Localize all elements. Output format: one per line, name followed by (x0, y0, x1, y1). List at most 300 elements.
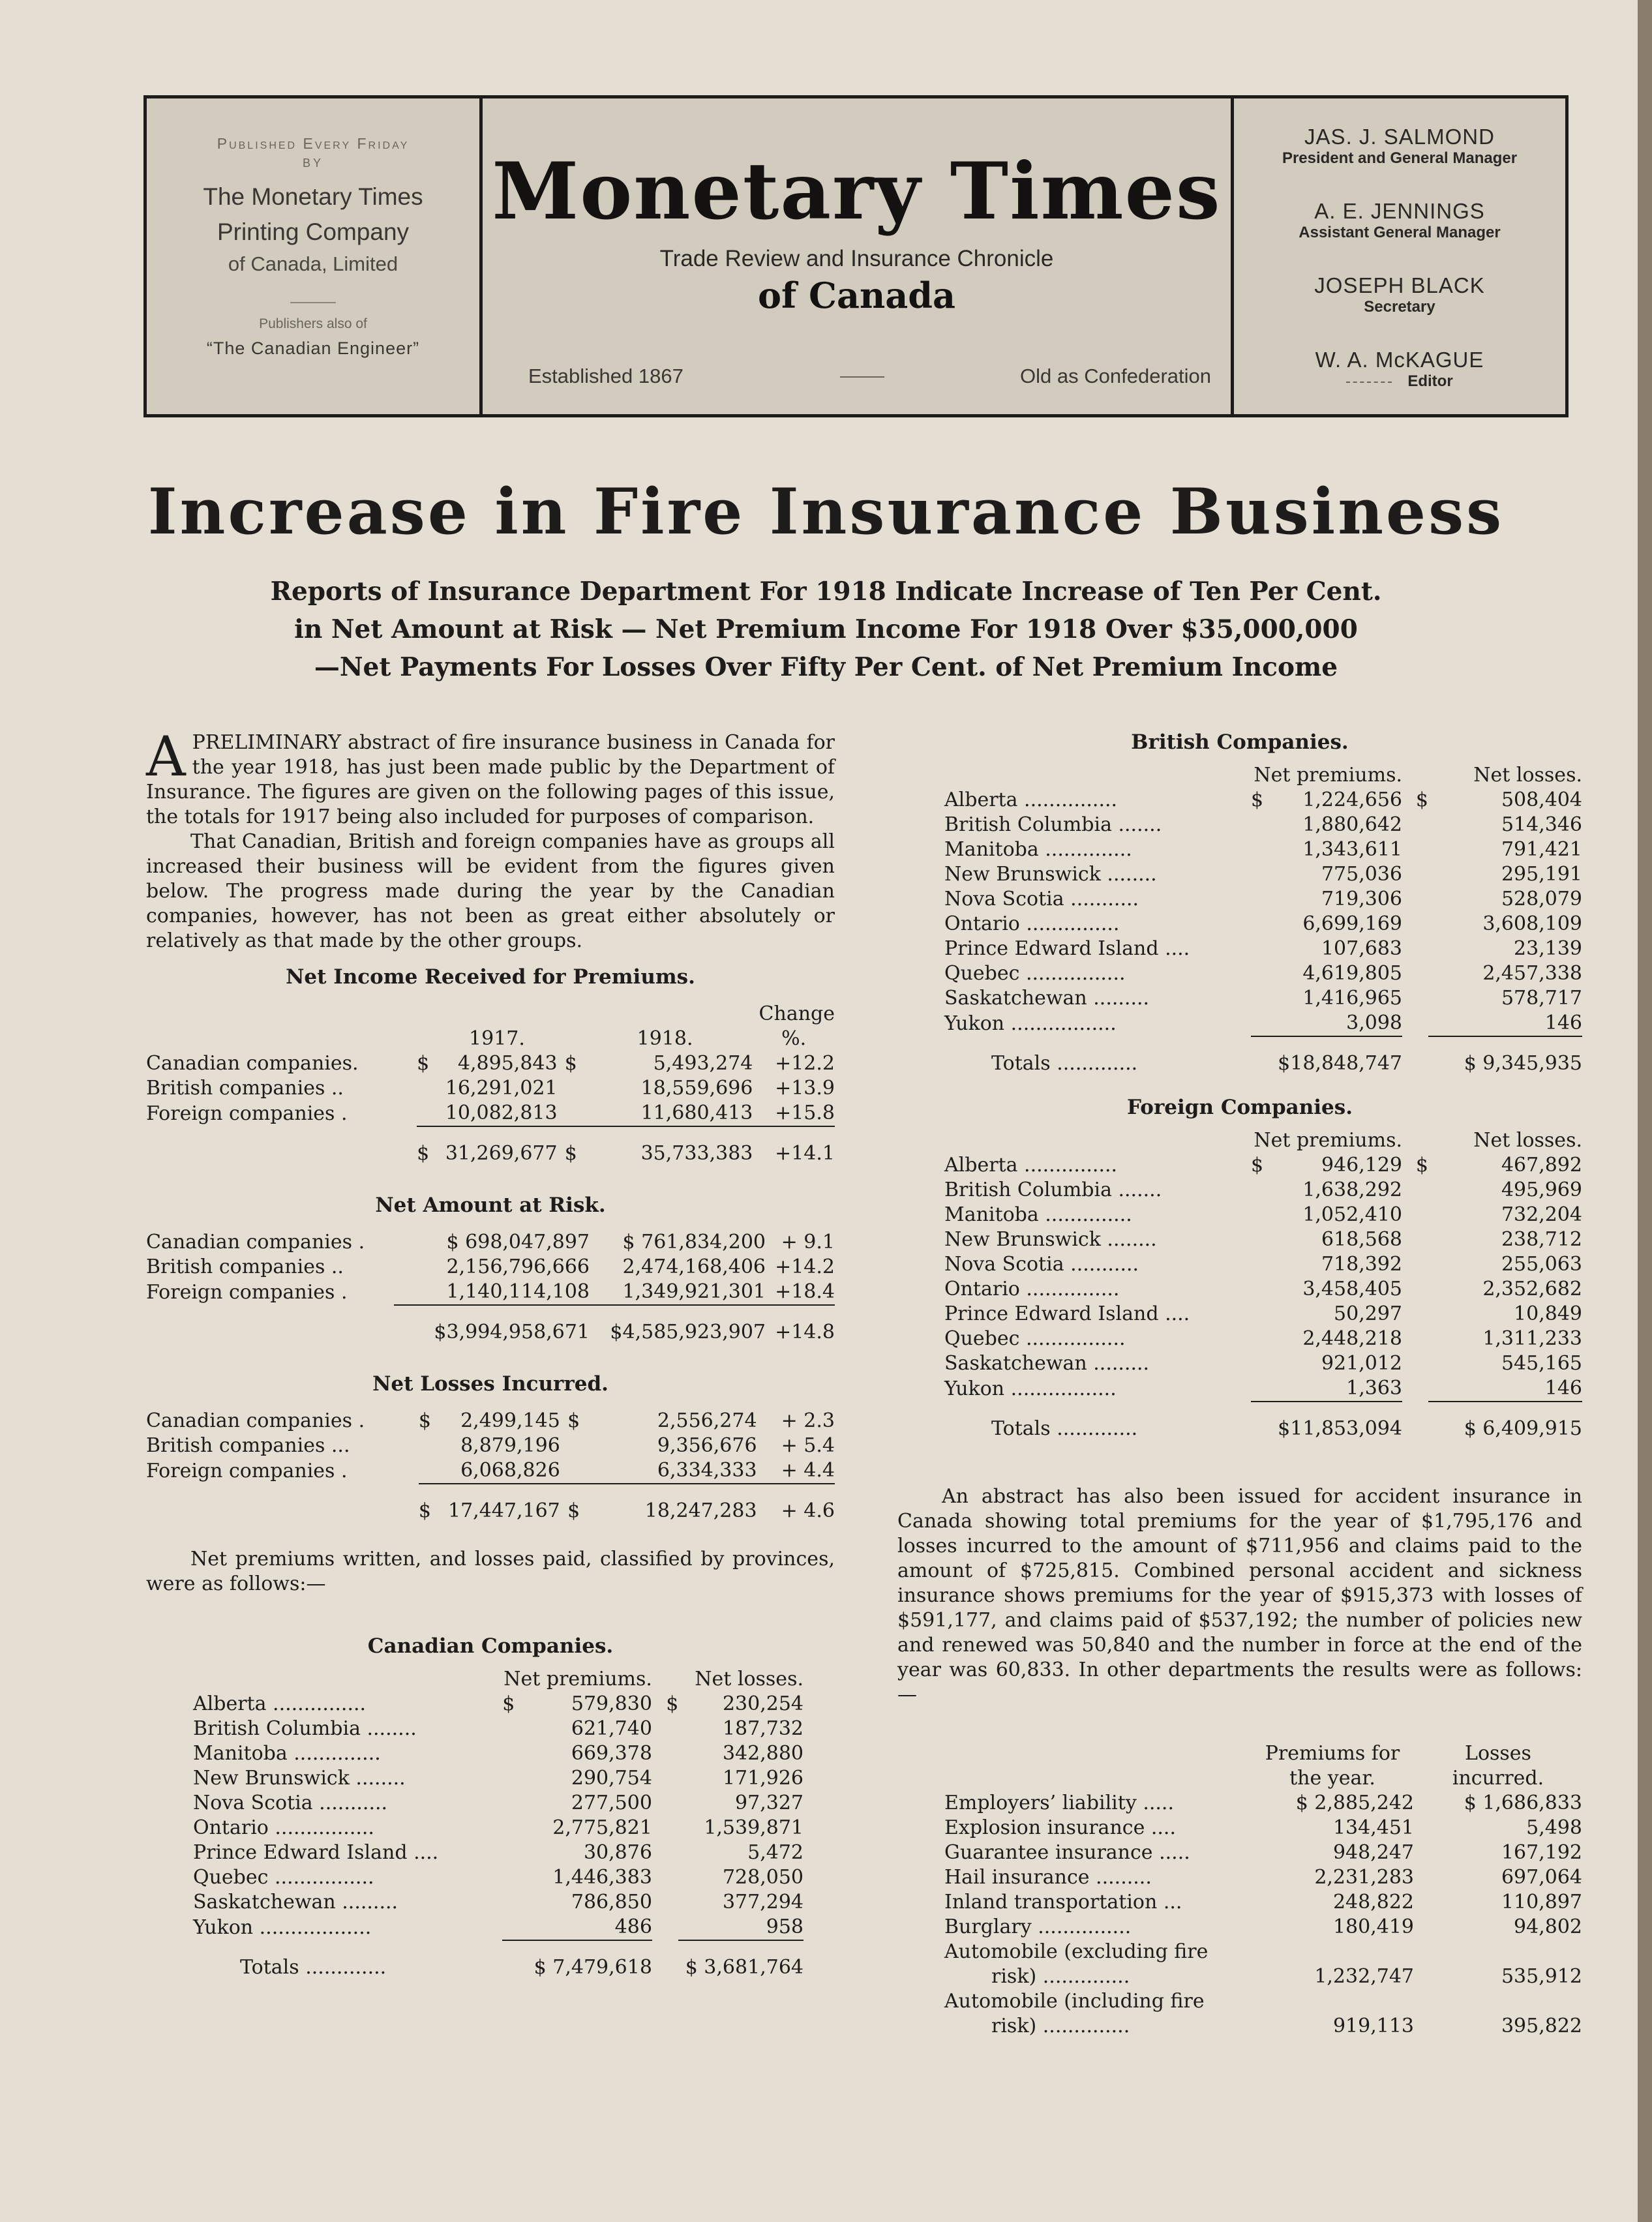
dollar (558, 1076, 577, 1101)
totals-label: Totals ............. (240, 1956, 387, 1979)
masthead-staff (1234, 98, 1565, 414)
value-1918: 5,493,274 (653, 1052, 753, 1075)
value-1917: 4,895,843 (457, 1052, 558, 1075)
premiums: 775,036 (1321, 863, 1402, 886)
change: +13.9 (775, 1077, 835, 1100)
staff-name: W. A. McKAGUE (1315, 348, 1484, 372)
row-label: Canadian companies . (146, 1409, 365, 1432)
table-header (146, 1027, 835, 1051)
premiums: 718,392 (1321, 1253, 1402, 1276)
dollar (652, 1766, 678, 1791)
table-row (944, 1252, 1582, 1277)
published-by: BY (302, 157, 323, 170)
premiums: 1,638,292 (1302, 1179, 1402, 1201)
province: Quebec ................ (944, 962, 1126, 985)
paragraph: Net premiums written, and losses paid, classified by provinces, were as follows:— (146, 1548, 835, 1595)
losses: 255,063 (1501, 1253, 1582, 1276)
province: Ontario ............... (944, 912, 1120, 935)
table-header (944, 1741, 1582, 1766)
premiums: 1,446,383 (552, 1866, 652, 1889)
premiums: 2,775,821 (552, 1816, 652, 1839)
canadian-provinces-table (193, 1667, 803, 1980)
premiums: 486 (614, 1915, 652, 1938)
staff-role: President and General Manager (1282, 149, 1518, 167)
value-1917: 16,291,021 (445, 1077, 558, 1100)
value-1917: 6,068,826 (460, 1459, 560, 1482)
premiums: 277,500 (571, 1792, 652, 1814)
table-row (944, 912, 1582, 937)
publisher-line3: of Canada, Limited (228, 252, 398, 275)
losses: 535,912 (1501, 1965, 1582, 1988)
province: Nova Scotia ........... (944, 1253, 1139, 1276)
province: British Columbia ....... (944, 813, 1162, 836)
row-label: Guarantee insurance ..... (944, 1841, 1190, 1864)
premiums: 579,830 (571, 1692, 652, 1715)
table-row (193, 1865, 803, 1890)
total-1917: 31,269,677 (445, 1142, 558, 1165)
premiums: 1,232,747 (1314, 1965, 1414, 1988)
premiums: 719,306 (1321, 888, 1402, 910)
total-row (944, 1417, 1582, 1441)
table-row (944, 1302, 1582, 1327)
table-row (944, 2014, 1582, 2039)
table-row (944, 887, 1582, 912)
premiums: 1,363 (1346, 1377, 1402, 1400)
header-losses: Net losses. (1473, 764, 1582, 787)
table-header (944, 1128, 1582, 1153)
dollar (1402, 986, 1428, 1011)
row-label: Canadian companies . (146, 1231, 365, 1254)
value-1917: 1,140,114,108 (446, 1280, 590, 1303)
premiums: 50,297 (1334, 1302, 1402, 1325)
total-change: +14.8 (775, 1321, 835, 1344)
losses: 1,539,871 (704, 1816, 803, 1839)
total-losses: $ 3,681,764 (685, 1956, 803, 1979)
row-label: Automobile (including fire (944, 1990, 1205, 2013)
losses: 578,717 (1501, 987, 1582, 1010)
province: Saskatchewan ......... (944, 1352, 1150, 1375)
losses: 528,079 (1501, 888, 1582, 910)
table-title: Canadian Companies. (367, 1634, 614, 1658)
value-1917: 8,879,196 (460, 1434, 560, 1457)
dollar: $ (567, 1499, 580, 1522)
dollar (1251, 1376, 1268, 1402)
losses: 728,050 (722, 1866, 803, 1889)
table-row (944, 813, 1582, 837)
subhead-line: in Net Amount at Risk — Net Premium Income For 1918 Over $35,000,000 (294, 614, 1358, 644)
value-1918: 9,356,676 (657, 1434, 757, 1457)
losses: 545,165 (1501, 1352, 1582, 1375)
total-1917: $3,994,958,671 (434, 1321, 590, 1344)
table-row (944, 1277, 1582, 1302)
staff-name: JAS. J. SALMOND (1304, 125, 1495, 149)
masthead-publisher (147, 98, 483, 414)
table-row (944, 1011, 1582, 1036)
other-publication: “The Canadian Engineer” (206, 338, 420, 358)
dollar (1251, 961, 1268, 986)
dollar (1402, 1227, 1428, 1252)
premiums: 1,343,611 (1302, 838, 1402, 861)
table-row (944, 961, 1582, 986)
table-row (944, 1989, 1582, 2014)
table-row (146, 1230, 835, 1255)
row-label: British companies ... (146, 1434, 350, 1457)
premiums: 180,419 (1332, 1915, 1414, 1938)
province: Prince Edward Island .... (944, 937, 1190, 960)
row-label: Canadian companies. (146, 1052, 359, 1075)
losses: 2,457,338 (1482, 962, 1582, 985)
table-row (944, 1327, 1582, 1351)
losses: 395,822 (1501, 2015, 1582, 2037)
header-premiums: Net premiums. (503, 1668, 652, 1690)
net-income-table (146, 1002, 835, 1166)
losses: 167,192 (1501, 1841, 1582, 1864)
table-row (146, 1101, 835, 1126)
dollar (502, 1717, 519, 1741)
paragraph: That Canadian, British and foreign companies have as groups all increased their business will be evident from the figures given below. The progress made during the year by the Canadian companies, however, has not been as great either absolutely or relatively as that made by the other groups. (146, 830, 835, 952)
premiums: 4,619,805 (1302, 962, 1402, 985)
table-header (944, 763, 1582, 788)
dollar (1251, 1327, 1268, 1351)
losses: 295,191 (1501, 863, 1582, 886)
row-label: risk) .............. (991, 2015, 1130, 2037)
header-losses: Net losses. (1473, 1129, 1582, 1152)
table-row (193, 1915, 803, 1940)
premiums: 1,416,965 (1302, 987, 1402, 1010)
table-row (193, 1791, 803, 1816)
table-row (944, 1203, 1582, 1227)
left-column (146, 725, 835, 1980)
province: Manitoba .............. (944, 1203, 1132, 1226)
dollar: $ (418, 1499, 432, 1522)
table-header (944, 1766, 1582, 1791)
table-row (944, 1816, 1582, 1840)
premiums: 3,458,405 (1302, 1278, 1402, 1300)
province: Quebec ................ (944, 1327, 1126, 1350)
total-1918: 18,247,283 (644, 1499, 757, 1522)
change: +18.4 (775, 1280, 835, 1303)
dollar (1251, 837, 1268, 862)
table-row (944, 1791, 1582, 1816)
value-1918: $ 761,834,200 (622, 1231, 766, 1254)
row-label: British companies .. (146, 1077, 344, 1100)
right-column (897, 730, 1582, 2039)
masthead-title (483, 98, 1234, 414)
value-1918: 1,349,921,301 (622, 1280, 766, 1303)
premiums: 3,098 (1346, 1012, 1402, 1034)
table-header (193, 1667, 803, 1692)
dollar (1402, 1203, 1428, 1227)
total-row (944, 1051, 1582, 1076)
losses: 146 (1544, 1377, 1582, 1400)
header-losses: incurred. (1452, 1767, 1544, 1790)
headline: Increase in Fire Insurance Business (147, 475, 1505, 548)
losses: 230,254 (722, 1692, 803, 1715)
dollar (652, 1791, 678, 1816)
established: Established 1867 (528, 365, 683, 387)
dollar (417, 1101, 436, 1126)
drop-cap: A (146, 725, 186, 788)
total-losses: $ 9,345,935 (1464, 1052, 1582, 1075)
divider (840, 376, 884, 378)
total-1918: 35,733,383 (640, 1142, 753, 1165)
province: Prince Edward Island .... (193, 1841, 439, 1864)
dollar (1402, 887, 1428, 912)
table-row (944, 986, 1582, 1011)
header-change: Change (758, 1002, 835, 1025)
table-row (146, 1434, 835, 1458)
losses: 2,352,682 (1482, 1278, 1582, 1300)
dollar (1402, 961, 1428, 986)
table-row (944, 837, 1582, 862)
staff-name: A. E. JENNINGS (1314, 199, 1485, 223)
table-row (193, 1840, 803, 1865)
dollar (652, 1865, 678, 1890)
dollar (1251, 1227, 1268, 1252)
table-row (193, 1890, 803, 1915)
dollar (1251, 1011, 1268, 1036)
table-row (193, 1741, 803, 1766)
dollar (502, 1816, 519, 1840)
losses: 5,498 (1526, 1816, 1582, 1839)
dollar: $ (1415, 1154, 1428, 1177)
divider (290, 302, 336, 303)
published-every-friday: Published Every Friday (217, 135, 410, 152)
tagline: Trade Review and Insurance Chronicle (659, 246, 1054, 271)
other-departments-table (944, 1741, 1582, 2039)
dollar: $ (502, 1692, 515, 1715)
staff-role: Secretary (1364, 298, 1435, 316)
value-1917: 10,082,813 (445, 1102, 558, 1124)
dollar (502, 1865, 519, 1890)
dollar (1251, 1277, 1268, 1302)
intro-paragraph (146, 725, 835, 830)
dollar (1402, 1011, 1428, 1036)
old-as-confederation: Old as Confederation (1020, 365, 1211, 387)
change: + 9.1 (781, 1231, 835, 1254)
losses: 508,404 (1501, 788, 1582, 811)
table-row (146, 1255, 835, 1280)
value-1918: 2,556,274 (657, 1409, 757, 1432)
losses: 958 (766, 1915, 803, 1938)
dollar (502, 1766, 519, 1791)
change: +15.8 (775, 1102, 835, 1124)
staff-role-text: Editor (1407, 372, 1453, 390)
premiums: 2,448,218 (1302, 1327, 1402, 1350)
premiums: 1,052,410 (1302, 1203, 1402, 1226)
dollar (1402, 1376, 1428, 1402)
premiums: 946,129 (1321, 1154, 1402, 1177)
losses: 10,849 (1514, 1302, 1582, 1325)
dollar (1251, 912, 1268, 937)
total-row (146, 1320, 835, 1345)
losses: 5,472 (747, 1841, 803, 1864)
losses: 342,880 (722, 1742, 803, 1765)
logo: Monetary Times (492, 145, 1222, 237)
dollar (1402, 813, 1428, 837)
page-edge (1638, 0, 1652, 2222)
dollar (502, 1915, 519, 1940)
row-label: Employers’ liability ..... (944, 1792, 1175, 1814)
table-row (944, 1153, 1582, 1178)
losses: 467,892 (1501, 1154, 1582, 1177)
publisher-line2: Printing Company (217, 218, 410, 245)
header-premiums: Premiums for (1265, 1742, 1400, 1765)
dollar (1402, 1302, 1428, 1327)
row-label: Foreign companies . (146, 1459, 348, 1482)
table-row (146, 1458, 835, 1484)
dollar (1251, 1351, 1268, 1376)
table-row (944, 1840, 1582, 1865)
dollar (652, 1717, 678, 1741)
losses: 514,346 (1501, 813, 1582, 836)
losses: 495,969 (1501, 1179, 1582, 1201)
total-premiums: $11,853,094 (1278, 1417, 1402, 1440)
table-row (944, 1964, 1582, 1989)
dollar (1251, 1302, 1268, 1327)
premiums: 134,451 (1332, 1816, 1414, 1839)
dollar (1402, 912, 1428, 937)
totals-label: Totals ............. (991, 1052, 1138, 1075)
losses: 94,802 (1514, 1915, 1582, 1938)
province: Ontario ............... (944, 1278, 1120, 1300)
losses: $ 1,686,833 (1464, 1792, 1582, 1814)
losses: 732,204 (1501, 1203, 1582, 1226)
table-title: Net Losses Incurred. (372, 1372, 608, 1396)
dollar: $ (417, 1052, 430, 1075)
premiums: 1,224,656 (1302, 788, 1402, 811)
dollar (1402, 1277, 1428, 1302)
losses: 146 (1544, 1012, 1582, 1034)
value-1917: $ 698,047,897 (446, 1231, 590, 1254)
table-row (944, 1227, 1582, 1252)
dollar (1402, 837, 1428, 862)
change: + 4.4 (781, 1459, 835, 1482)
table-title: Net Amount at Risk. (375, 1194, 606, 1217)
header-losses: Losses (1465, 1742, 1531, 1765)
change: +14.2 (775, 1255, 835, 1278)
dollar (1251, 1178, 1268, 1203)
value-1918: 18,559,696 (640, 1077, 753, 1100)
row-label: Automobile (excluding fire (944, 1940, 1209, 1963)
value-1918: 11,680,413 (640, 1102, 753, 1124)
value-1917: 2,156,796,666 (446, 1255, 590, 1278)
table-row (944, 1351, 1582, 1376)
premiums: 621,740 (571, 1717, 652, 1740)
dollar (652, 1890, 678, 1915)
province: Alberta ............... (193, 1692, 367, 1715)
of-canada: of Canada (757, 275, 955, 316)
total-change: + 4.6 (781, 1499, 835, 1522)
total-1918: $4,585,923,907 (610, 1321, 766, 1344)
losses: 238,712 (1501, 1228, 1582, 1251)
province: Manitoba .............. (944, 838, 1132, 861)
table-row (944, 1178, 1582, 1203)
total-row (146, 1499, 835, 1524)
total-row (146, 1141, 835, 1166)
table-header (146, 1002, 835, 1027)
losses: 3,608,109 (1482, 912, 1582, 935)
change: + 2.3 (781, 1409, 835, 1432)
losses: 187,732 (722, 1717, 803, 1740)
losses: 110,897 (1501, 1891, 1582, 1914)
premiums: 290,754 (571, 1767, 652, 1790)
dollar (419, 1434, 438, 1458)
row-label: Foreign companies . (146, 1102, 348, 1125)
row-label: Hail insurance ......... (944, 1866, 1152, 1889)
losses: 171,926 (722, 1767, 803, 1790)
premiums: 921,012 (1321, 1352, 1402, 1375)
premiums: 919,113 (1332, 2015, 1414, 2037)
premiums: 6,699,169 (1302, 912, 1402, 935)
dollar (1402, 1327, 1428, 1351)
losses: 1,311,233 (1482, 1327, 1582, 1350)
staff-role (1234, 372, 1565, 391)
dollar: $ (666, 1692, 679, 1715)
losses: 697,064 (1501, 1866, 1582, 1889)
dollar (502, 1890, 519, 1915)
dollar (652, 1915, 678, 1940)
change: +12.2 (775, 1052, 835, 1075)
dollar (652, 1741, 678, 1766)
subhead (0, 573, 1652, 686)
dollar (1402, 862, 1428, 887)
dollar (1402, 1252, 1428, 1277)
table-row (146, 1076, 835, 1101)
province: Nova Scotia ........... (944, 888, 1139, 910)
dollar: $ (418, 1409, 432, 1432)
dollar (560, 1458, 580, 1484)
header-premiums: Net premiums. (1254, 1129, 1402, 1152)
dollar (1251, 862, 1268, 887)
dollar (652, 1816, 678, 1840)
row-label: Burglary ............... (944, 1915, 1132, 1938)
province: Yukon ................. (944, 1012, 1117, 1035)
dash (1346, 382, 1392, 383)
province: Alberta ............... (944, 1154, 1118, 1177)
dollar (1402, 1178, 1428, 1203)
dollar (1251, 1203, 1268, 1227)
losses: 23,139 (1514, 937, 1582, 960)
header-losses: Net losses. (695, 1668, 803, 1690)
premiums: 248,822 (1332, 1891, 1414, 1914)
premiums: 618,568 (1321, 1228, 1402, 1251)
header-pct: %. (781, 1027, 807, 1050)
dollar: $ (417, 1142, 430, 1165)
province: Saskatchewan ......... (193, 1891, 398, 1914)
province: British Columbia ........ (193, 1717, 417, 1740)
province: Nova Scotia ........... (193, 1792, 388, 1814)
header-premiums: the year. (1289, 1767, 1375, 1790)
value-1917: 2,499,145 (460, 1409, 560, 1432)
premiums: 30,876 (583, 1841, 652, 1864)
province: Yukon .................. (193, 1915, 372, 1939)
province: New Brunswick ........ (944, 1228, 1157, 1251)
province: Quebec ................ (193, 1866, 374, 1889)
change: + 5.4 (781, 1434, 835, 1457)
dollar (1251, 1252, 1268, 1277)
staff-role: Assistant General Manager (1299, 224, 1501, 241)
table-row (944, 1915, 1582, 1940)
net-risk-table (146, 1230, 835, 1345)
dollar (558, 1101, 577, 1126)
total-1917: 17,447,167 (448, 1499, 560, 1522)
row-label: Foreign companies . (146, 1280, 348, 1304)
row-label: Explosion insurance .... (944, 1816, 1177, 1839)
losses: 97,327 (735, 1792, 803, 1814)
total-premiums: $18,848,747 (1278, 1052, 1402, 1075)
total-premiums: $ 7,479,618 (533, 1956, 652, 1979)
